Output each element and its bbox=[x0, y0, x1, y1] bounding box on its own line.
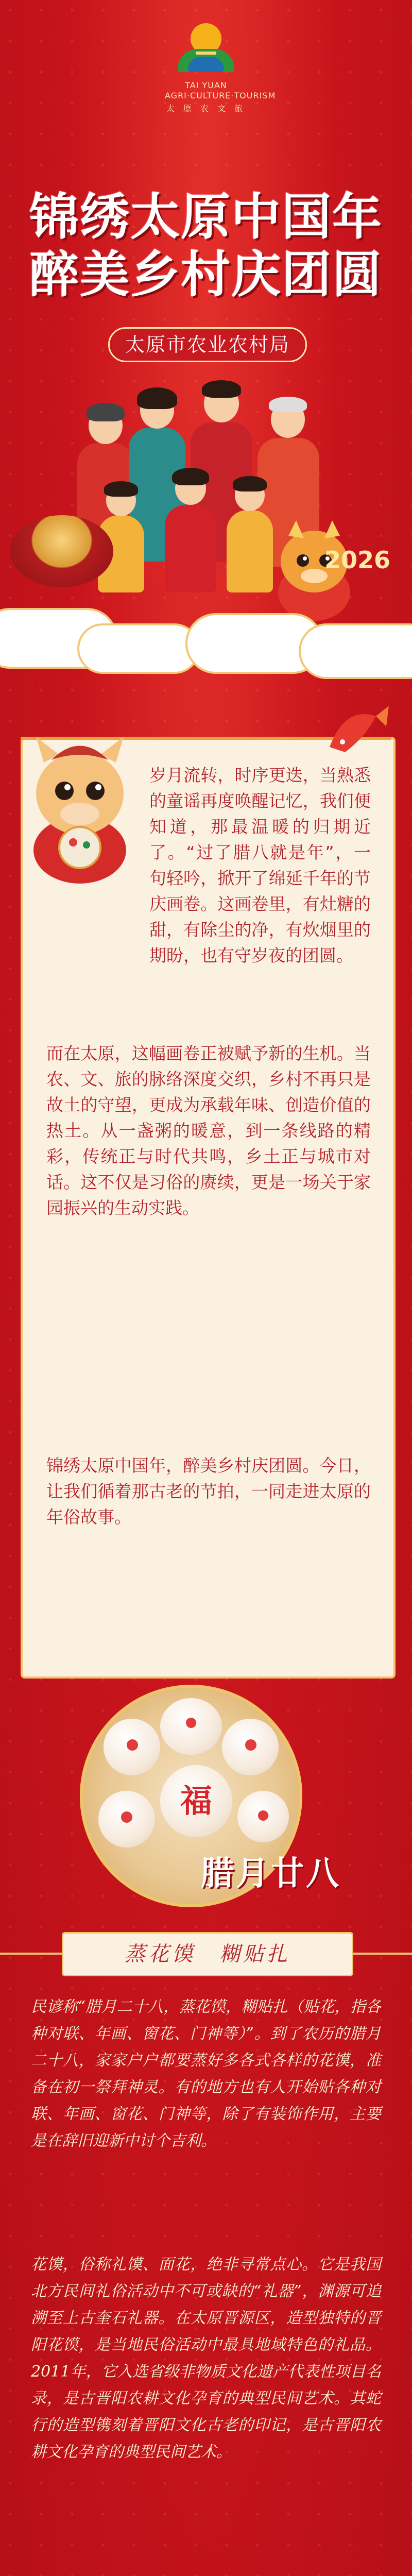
section-subtitle: 蒸花馍 糊贴扎 bbox=[125, 1942, 290, 1966]
intro-paragraph-1-text: 岁月流转，时序更迭，当熟悉的童谣再度唤醒记忆，我们便知道，那最温暖的归期近了。“过了腊八就是年”，一句轻吟，掀开了绵延千年的节庆画卷。这画卷里，有灶糖的甜，有除尘的净，有炊烟里的期盼，也有守岁夜的团圆。 bbox=[149, 765, 371, 965]
intro-paragraph-1a bbox=[149, 762, 371, 969]
logo-english-text: TAI YUAN AGRI·CULTURE·TOURISM bbox=[165, 80, 276, 100]
logo-mark-icon bbox=[175, 21, 237, 77]
drum-illustration bbox=[10, 515, 113, 587]
year-label: 2026 bbox=[324, 546, 391, 574]
section-subtitle-banner bbox=[62, 1932, 353, 1976]
folk-paragraph-1: 民谚称“腊月二十八，蒸花馍，糊贴扎（贴花，指各种对联、年画、窗花、门神等）”。到了农历的腊月二十八，家家户户都要蒸好多各式各样的花馍，准备在初一祭拜神灵。有的地方也有人开始贴各种对联、年画、窗花、门神等，除了有装饰作用，主要是在辞旧迎新中讨个吉利。 bbox=[31, 1998, 381, 2150]
main-title-line1: 锦绣太原中国年 bbox=[29, 188, 383, 246]
cloud-decoration bbox=[0, 577, 412, 680]
fu-character: 福 bbox=[180, 1782, 212, 1820]
divider-left bbox=[0, 1953, 62, 1955]
koi-fish-icon bbox=[314, 696, 391, 773]
logo-chinese-text: 太 原 农 文 旅 bbox=[166, 104, 246, 113]
divider-right bbox=[350, 1953, 412, 1955]
horse-mascot-icon bbox=[15, 732, 144, 886]
publisher-badge: 太原市农业农村局 bbox=[108, 327, 307, 362]
intro-paragraph-3: 锦绣太原中国年，醉美乡村庆团圆。今日，让我们循着那古老的节拍，一同走进太原的年俗故事。 bbox=[46, 1455, 371, 1527]
brand-logo bbox=[165, 21, 276, 113]
day-label: 腊月廿八 bbox=[201, 1854, 341, 1893]
main-title bbox=[15, 188, 397, 303]
main-title-line2: 醉美乡村庆团圆 bbox=[29, 245, 383, 303]
folk-paragraph-2: 花馍，俗称礼馍、面花，绝非寻常点心。它是我国北方民间礼俗活动中不可或缺的“礼器”，渊源可追溯至上古奎石礼器。在太原晋源区，造型独特的晋阳花馍，是当地民俗活动中最具地域特色的礼品。2011年，它入选省级非物质文化遗产代表性项目名录，是古晋阳农耕文化孕育的典型民间艺术。其蛇行的造型镌刻着晋阳文化古老的印记，是古晋阳农耕文化孕育的典型民间艺术。 bbox=[31, 2256, 381, 2461]
intro-paragraph-2: 而在太原，这幅画卷正被赋予新的生机。当农、文、旅的脉络深度交织，乡村不再只是故土的守望，更成为承载年味、创造价值的热土。从一盏粥的暖意，到一条线路的精彩，传统正与时代共鸣，乡土正与城市对话。这不仅是习俗的赓续，更是一场关于家园振兴的生动实践。 bbox=[46, 1043, 371, 1218]
